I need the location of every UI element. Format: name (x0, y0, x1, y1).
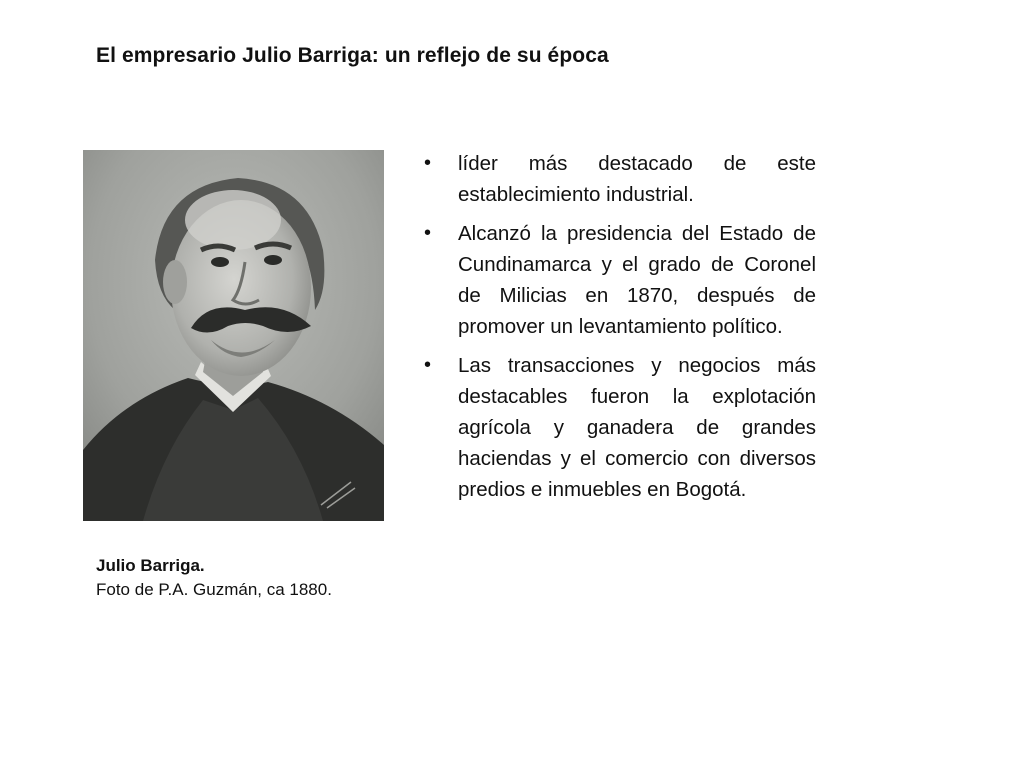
photo-caption (96, 554, 332, 602)
bullet-text: Las transacciones y negocios más destacables fueron la explotación agrícola y ganadera de grandes haciendas y el comercio con diversos predios e inmuebles en Bogotá. (458, 354, 816, 501)
bullet-marker: • (424, 222, 432, 244)
bullet-marker: • (424, 354, 432, 376)
portrait-image (83, 150, 384, 521)
slide-title: El empresario Julio Barriga: un reflejo de su época (96, 44, 609, 67)
caption-name: Julio Barriga. (96, 556, 205, 575)
bullet-item (420, 350, 816, 505)
bullet-list (420, 148, 816, 513)
portrait-photo (83, 150, 384, 521)
bullet-text: líder más destacado de este establecimiento industrial. (458, 152, 816, 206)
bullet-item (420, 218, 816, 342)
bullet-item (420, 148, 816, 210)
bullet-marker: • (424, 152, 432, 174)
bullet-text: Alcanzó la presidencia del Estado de Cundinamarca y el grado de Coronel de Milicias en 1870, después de promover un levantamiento político. (458, 222, 816, 338)
caption-credit: Foto de P.A. Guzmán, ca 1880. (96, 580, 332, 599)
